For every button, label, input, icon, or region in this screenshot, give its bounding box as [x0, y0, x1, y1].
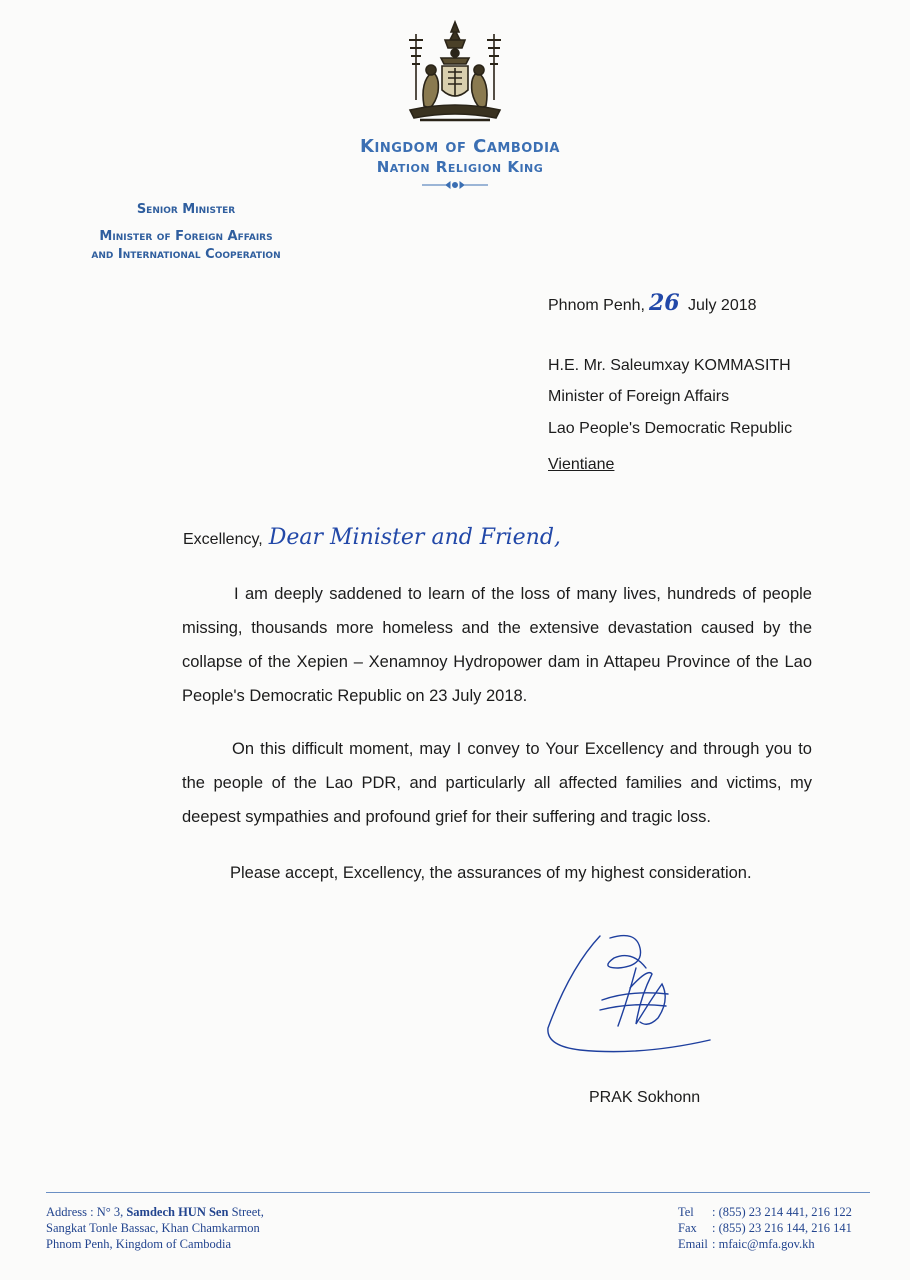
ministry-name-line-2: and International Cooperation	[91, 247, 281, 262]
address-street: Samdech HUN Sen	[126, 1205, 229, 1219]
footer-address	[46, 1204, 264, 1252]
tel-line	[678, 1204, 852, 1220]
tel-value: : (855) 23 214 441, 216 122	[712, 1205, 852, 1219]
footer-contacts	[678, 1204, 852, 1252]
paragraph-line: On this difficult moment, may I convey to Your Excellency and through you to	[232, 740, 812, 758]
kingdom-motto: Nation Religion King	[376, 158, 544, 176]
paragraph-line: People's Democratic Republic on 23 July 2018.	[182, 687, 528, 705]
ministry-name	[40, 228, 332, 264]
paragraph-line: I am deeply saddened to learn of the loss of many lives, hundreds of people	[234, 585, 812, 603]
address-street-suffix: Street,	[231, 1205, 264, 1219]
footer-divider	[46, 1192, 870, 1193]
ornament-divider-icon	[420, 180, 490, 190]
date-day-handwritten: 26	[648, 290, 680, 316]
email-line	[678, 1236, 852, 1252]
date-place: Phnom Penh,	[548, 297, 645, 314]
signer-name: PRAK Sokhonn	[589, 1089, 701, 1106]
date-month-year: July 2018	[688, 297, 757, 314]
paragraph-line: deepest sympathies and profound grief for their suffering and tragic loss.	[182, 808, 711, 826]
letter-date	[548, 290, 757, 316]
royal-arms-of-cambodia-icon	[396, 20, 514, 128]
fax-line	[678, 1220, 852, 1236]
salutation-handwritten: Dear Minister and Friend,	[268, 525, 561, 550]
tel-label: Tel	[678, 1205, 694, 1219]
address-line-1	[46, 1204, 264, 1220]
paragraph-line: missing, thousands more homeless and the extensive devastation caused by the	[182, 619, 812, 637]
recipient-title: Minister of Foreign Affairs	[548, 388, 730, 405]
ministry-title: Senior Minister	[136, 202, 236, 217]
fax-value: : (855) 23 216 144, 216 141	[712, 1221, 852, 1235]
salutation-printed: Excellency,	[183, 531, 263, 548]
recipient-name: H.E. Mr. Saleumxay KOMMASITH	[548, 357, 791, 374]
address-line-2: Sangkat Tonle Bassac, Khan Chamkarmon	[46, 1221, 260, 1235]
email-label: Email	[678, 1237, 708, 1251]
email-value: : mfaic@mfa.gov.kh	[712, 1237, 815, 1251]
address-label: Address : N° 3,	[46, 1205, 124, 1219]
address-line-3: Phnom Penh, Kingdom of Cambodia	[46, 1237, 232, 1251]
closing: Please accept, Excellency, the assurances of my highest consideration.	[230, 864, 752, 882]
handwritten-signature	[540, 928, 720, 1058]
recipient-country: Lao People's Democratic Republic	[548, 420, 793, 437]
ministry-name-line-1: Minister of Foreign Affairs	[99, 229, 273, 244]
kingdom-title: Kingdom of Cambodia	[360, 136, 560, 157]
paragraph-line: the people of the Lao PDR, and particularly all affected families and victims, my	[182, 774, 812, 792]
fax-label: Fax	[678, 1221, 697, 1235]
salutation	[183, 525, 561, 550]
recipient-city: Vientiane	[548, 456, 615, 473]
paragraph-line: collapse of the Xepien – Xenamnoy Hydropower dam in Attapeu Province of the Lao	[182, 653, 812, 671]
